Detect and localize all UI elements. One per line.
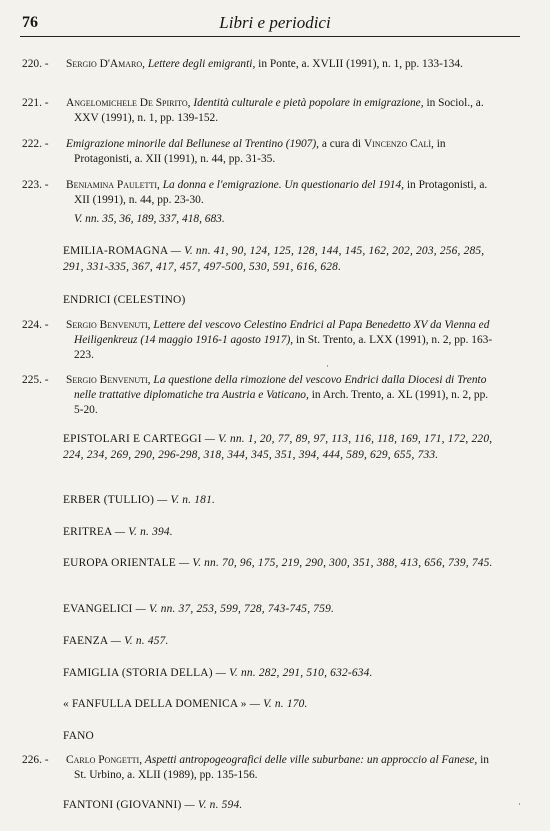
keyword-term: EVANGELICI xyxy=(63,603,133,615)
entry-226 xyxy=(22,753,498,783)
entry-224 xyxy=(22,318,498,363)
entry-source: in Arch. Trento, a. XL (1991), n. 2, pp. 5-20. xyxy=(74,389,489,416)
header-rule xyxy=(20,36,520,37)
entry-author: Sergio D'Amaro, xyxy=(66,58,145,70)
scan-speck: · xyxy=(518,799,521,809)
keyword-term: EMILIA-ROMAGNA xyxy=(63,245,168,257)
keyword-refs: — V. nn. 1, 20, 77, 89, 97, 113, 116, 118, 169, 171, 172, 220, 224, 234, 269, 290, 296-298, 318, 344, 345, 351, 394, 444, 589, 629, 655, 733. xyxy=(63,433,493,461)
entry-title: Aspetti antropogeografici delle ville suburbane: un approccio al Fanese, xyxy=(144,754,478,766)
keyword-eritrea xyxy=(63,525,498,541)
keyword-term: « FANFULLA DELLA DOMENICA » xyxy=(63,698,247,710)
entry-title: La donna e l'emigrazione. Un questionario del 1914, xyxy=(162,179,405,191)
keyword-refs: — V. n. 181. xyxy=(157,494,216,506)
entry-editor: Vincenzo Calì, xyxy=(363,138,434,150)
entry-author: Sergio Benvenuti, xyxy=(66,319,151,331)
keyword-emilia-romagna xyxy=(63,244,498,275)
entry-title: Identità culturale e pietà popolare in emigrazione, xyxy=(193,97,424,109)
keyword-term: FAENZA xyxy=(63,635,108,647)
entry-number: 226. - xyxy=(22,754,49,766)
entry-author: Beniamina Pauletti, xyxy=(66,179,160,191)
entry-source: in Sociol., a. XXV (1991), n. 1, pp. 139-152. xyxy=(74,97,484,124)
entry-title: Emigrazione minorile dal Bellunese al Trentino (1907), xyxy=(66,138,319,150)
entry-number: 224. - xyxy=(22,319,49,331)
entry-title: Lettere del vescovo Celestino Endrici al Papa Benedetto XV da Vienna ed Heiligenkreuz (14 maggio 1916-1 agosto 1917), xyxy=(74,319,490,346)
entry-source: in Protagonisti, a. XII (1991), n. 44, pp. 31-35. xyxy=(74,138,446,165)
keyword-refs: — V. n. 394. xyxy=(114,526,173,538)
keyword-term: EUROPA ORIENTALE xyxy=(63,557,176,569)
keyword-faenza xyxy=(63,634,498,650)
keyword-refs: — V. nn. 282, 291, 510, 632-634. xyxy=(215,667,373,679)
keyword-term: ENDRICI (CELESTINO) xyxy=(63,294,186,306)
keyword-term: FAMIGLIA (STORIA DELLA) xyxy=(63,667,213,679)
keyword-famiglia xyxy=(63,666,498,682)
entry-number: 222. - xyxy=(22,138,49,150)
entry-source: in St. Trento, a. LXX (1991), n. 2, pp. 163-223. xyxy=(74,334,493,361)
entry-author: Sergio Benvenuti, xyxy=(66,374,151,386)
entry-number: 223. - xyxy=(22,179,49,191)
entry-number: 225. - xyxy=(22,374,49,386)
scan-speck: · xyxy=(326,361,329,371)
entry-author: Carlo Pongetti, xyxy=(66,754,143,766)
keyword-term: FANTONI (GIOVANNI) xyxy=(63,799,182,811)
keyword-term: ERITREA xyxy=(63,526,112,538)
keyword-refs: — V. n. 170. xyxy=(249,698,308,710)
page-header xyxy=(0,0,550,40)
running-head: Libri e periodici xyxy=(219,13,331,32)
entry-223 xyxy=(22,178,498,227)
keyword-evangelici xyxy=(63,602,498,618)
keyword-fantoni xyxy=(63,798,498,814)
keyword-europa-orientale xyxy=(63,556,498,572)
entry-author: Angelomichele De Spirito, xyxy=(66,97,191,109)
entry-title: Lettere degli emigranti, xyxy=(147,58,256,70)
entry-source: in St. Urbino, a. XLII (1989), pp. 135-156. xyxy=(74,754,489,781)
entry-220 xyxy=(22,57,498,72)
keyword-term: ERBER (TULLIO) xyxy=(63,494,155,506)
keyword-fanfulla-della-domenica xyxy=(63,697,498,713)
entry-source: in Protagonisti, a. XII (1991), n. 44, pp. 23-30. xyxy=(74,179,488,206)
keyword-epistolari-e-carteggi xyxy=(63,432,498,463)
entry-number: 220. - xyxy=(22,58,49,70)
keyword-fano xyxy=(63,729,498,745)
entry-225 xyxy=(22,373,498,418)
keyword-refs: — V. n. 594. xyxy=(184,799,243,811)
entry-title: La questione della rimozione del vescovo Endrici dalla Diocesi di Trento nelle trattative diplomatiche tra Austria e Vaticano, xyxy=(74,374,487,401)
keyword-refs: — V. nn. 70, 96, 175, 219, 290, 300, 351, 388, 413, 656, 739, 745. xyxy=(179,557,493,569)
keyword-term: FANO xyxy=(63,730,94,742)
entry-221 xyxy=(22,96,498,126)
entry-number: 221. - xyxy=(22,97,49,109)
entry-editor-prefix: a cura di xyxy=(321,138,362,150)
entry-cross-reference: V. nn. 35, 36, 189, 337, 418, 683. xyxy=(74,213,225,225)
page-number: 76 xyxy=(22,14,38,31)
entry-source: in Ponte, a. XVLII (1991), n. 1, pp. 133-134. xyxy=(258,58,463,70)
keyword-refs: — V. nn. 37, 253, 599, 728, 743-745, 759. xyxy=(135,603,335,615)
keyword-erber xyxy=(63,493,498,509)
keyword-endrici xyxy=(63,293,498,309)
entry-222 xyxy=(22,137,498,167)
keyword-refs: — V. n. 457. xyxy=(110,635,169,647)
keyword-refs: — V. nn. 41, 90, 124, 125, 128, 144, 145, 162, 202, 203, 256, 285, 291, 331-335, 367, 417, 457, 497-500, 530, 591, 616, 628. xyxy=(63,245,485,273)
keyword-term: EPISTOLARI E CARTEGGI xyxy=(63,433,202,445)
